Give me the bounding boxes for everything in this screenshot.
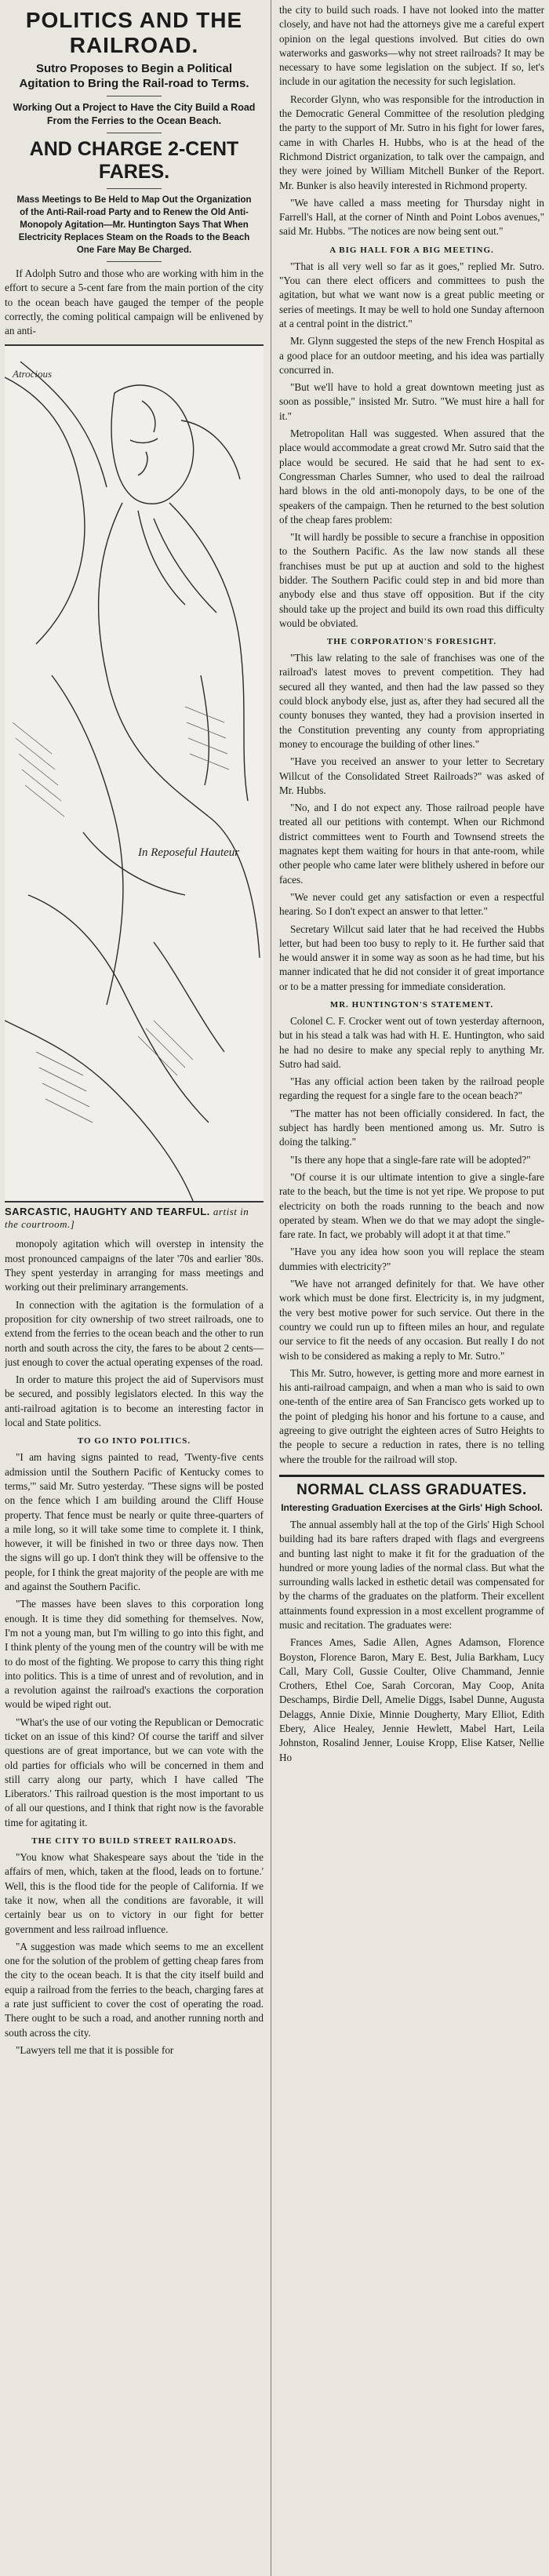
paragraph: "What's the use of our voting the Republican or Democratic ticket on an issue of this kind? Of course the tariff and silver questions are of great importance, but we can vote with the old parties for officials who will be concerned in them and still carry along our party, which I have called 'The Liberators.' This railroad question is the most important to us of all our questions, and I think that right now is the favorable time for agitating it. [5, 1716, 264, 1828]
divider [107, 188, 162, 189]
caption-credit: artist in the courtroom.] [5, 1206, 249, 1231]
paragraph: "You know what Shakespeare says about the 'tide in the affairs of men, which, taken at the flood, leads on to fortune.' Well, this is the flood tide for the people of California. If we take it now, when all the conditions are favorable, it will certainly bear us on to victory in our fight for better government and less railroad influence. [5, 1851, 264, 1935]
paragraph: "Is there any hope that a single-fare rate will be adopted?" [290, 1153, 531, 1166]
paragraph: monopoly agitation which will overstep in intensity the most pronounced campaigns of the later '70s and earlier '80s. They spent yesterday in arranging for mass meetings and working out their preliminary arrangements. [5, 1238, 264, 1293]
left-text-4 [5, 1850, 264, 2058]
right-text-2 [279, 260, 544, 631]
paragraph: "The matter has not been officially considered. In fact, the subject has hardly been mentioned among us. Mr. Sutro is doing the talking." [279, 1107, 544, 1148]
paragraph: In connection with the agitation is the formulation of a proposition for city ownership of two street railroads, one to extend from the ferries to the ocean beach and the other to run north and south across the city, the fares to be about 2 cents—just enough to cover the actual operating expenses of the road. [5, 1298, 264, 1368]
paragraph: Recorder Glynn, who was responsible for the introduction in the Democratic General Committee of the resolution pledging the party to the support of Mr. Sutro in his fight for lower fares, came in with Charles H. Hubbs, who is at the head of the Richmond District organization, to talk over the campaign, and they were joined by William Mitchell Bunker of the Report. Mr. Bunker is also heavily interested in Richmond property. [279, 93, 544, 191]
paragraph: Metropolitan Hall was suggested. When assured that the place would accommodate a great crowd Mr. Sutro said that the place would be secured. He said that he had sent to ex-Congressman Charles Sumner, who used to deal the railroad hard blows in the old anti-monopoly days, to be one of the speakers of the campaign. Then he returned to the best solution of the cheap fares problem: [279, 428, 544, 526]
paragraph: "A suggestion was made which seems to me an excellent one for the solution of the problem of getting cheap fares from the city to the ocean beach. It is that the city itself build and equip a railroad from the ferries to the beach, charging fares at a rate just sufficient to cover the cost of operating the road. There ought to be such a road, and another running north and south across the city. [5, 1940, 264, 2039]
article-headline: POLITICS AND THE RAILROAD. [25, 8, 243, 57]
left-text-3 [5, 1450, 264, 1830]
illustration-label-bottom: In Reposeful Hauteur [138, 846, 240, 860]
illustration-caption [5, 1206, 264, 1231]
subhead-hall: A BIG HALL FOR A BIG MEETING. [329, 245, 494, 255]
normal-deck: Interesting Graduation Exercises at the Girls' High School. [281, 1501, 543, 1513]
paragraph: "I am having signs painted to read, 'Twenty-five cents admission until the Southern Pacific of Kentucky comes to terms,'" said Mr. Sutro yesterday. "These signs will be posted on the fence which I am building around the Cliff House property. That fence must be nearly or quite three-quarters of a mile long, so it will take some time to complete it. I think, however, it will be finished in two or three days now. Then the signs will go up. I don't think they will be offensive to the people, for I think the great majority of the people are with me and against the Southern Pacific. [5, 1451, 264, 1593]
cartoon-illustration [5, 344, 264, 1202]
left-text-2 [5, 1237, 264, 1430]
paragraph: "Have you any idea how soon you will replace the steam dummies with electricity?" [279, 1246, 544, 1272]
paragraph: "We have called a mass meeting for Thursday night in Farrell's Hall, at the corner of Ninth and Point Lobos avenues," said Mr. Hubbs. "The notices are now being sent out." [279, 196, 544, 238]
paragraph: the city to build such roads. I have not looked into the matter closely, and have not had the attorneys give me a careful expert opinion on the legal questions involved. But cities do own waterworks and gasworks—why not street railroads? It may be necessary to have some legislation on the subject. If so, let's include in our agitation the necessity for such legislation. [279, 4, 544, 88]
subhead-city: THE CITY TO BUILD STREET RAILROADS. [31, 1836, 237, 1846]
caption-title: SARCASTIC, HAUGHTY AND TEARFUL. [5, 1206, 210, 1218]
paragraph: Mr. Glynn suggested the steps of the new French Hospital as a good place for an outdoor meeting, and his idea was partially concurred in. [279, 335, 544, 376]
paragraph: In order to mature this project the aid of Supervisors must be secured, and possibly legislators elected. In this way the anti-railroad agitation is to become an interesting factor in local and State politics. [5, 1374, 264, 1429]
deck-4: Mass Meetings to Be Held to Map Out the Organization of the Anti-Rail-road Party and to Renew the Old Anti-Monopoly Agitation—Mr. Huntington Says That When Electricity Replaces Steam on the Roads to the Beach One Fare May Be Charged. [16, 195, 252, 255]
normal-headline: NORMAL CLASS GRADUATES. [296, 1481, 527, 1498]
paragraph: "Of course it is our ultimate intention to give a single-fare rate to the beach, but the time is not yet ripe. We propose to put electricity on both the roads running to the beach and now operated by steam. When we do that we may adopt the single-fare rate. In fact, we probably will adopt it at that time." [279, 1170, 544, 1241]
paragraph: Secretary Willcut said later that he had received the Hubbs letter, but had been too busy to reply to it. He further said that he would answer it in some way as soon as he had time, but his manner indicated that he did not consider it of great importance or to be a matter pressing for immediate consideration. [279, 922, 544, 992]
subhead-politics: TO GO INTO POLITICS. [77, 1436, 191, 1446]
right-text-3 [279, 651, 544, 994]
paragraph: If Adolph Sutro and those who are working with him in the effort to secure a 5-cent fare from the main portion of the city to the ocean beach have gauged the temper of the people correctly, the coming political campaign will be enlivened by an anti- [5, 267, 264, 337]
paragraph: "But we'll have to hold a great downtown meeting just as soon as possible," insisted Mr. Sutro. "We must hire a hall for it." [279, 381, 544, 422]
paragraph: "Has any official action been taken by the railroad people regarding the request for a single fare to the ocean beach?" [279, 1075, 544, 1102]
paragraph: "It will hardly be possible to secure a franchise in opposition to the Southern Pacific. As the law now stands all these franchises must be put up at auction and sold to the highest bidder. The Southern Pacific could step in and bid more than anybody else and thus stave off opposition. But if the city should take up the project and build its own road this difficulty would be obviated. [279, 531, 544, 629]
subhead-huntington: MR. HUNTINGTON'S STATEMENT. [329, 1000, 494, 1010]
deck-1: Sutro Proposes to Begin a Political Agitation to Bring the Rail-road to Terms. [19, 62, 249, 90]
left-column [5, 3, 264, 2061]
normal-class-article [279, 1475, 544, 1765]
paragraph: "The masses have been slaves to this corporation long enough. It is time they did something for themselves. Now, I'm not a young man, but I'm willing to go into this fight, and I think plenty of the young men of the country will be with me to do most of the fighting. We propose to carry this thing right into politics. This is a time of unrest and of revolution, and in a revolution against the railroad's exactions the corporation would be wiped right out. [5, 1598, 264, 1711]
paragraph: "This law relating to the sale of franchises was one of the railroad's latest moves to prevent competition. They had secured all they wanted, and then had the law passed so they could block anybody else, just as, after they had secured all the county bonuses they wanted, they had a provision inserted in the Constitution preventing any county from appropriating money to encourage the building of other lines." [279, 652, 544, 750]
deck-3: AND CHARGE 2-CENT FARES. [29, 138, 239, 183]
paragraph: "We have not arranged definitely for that. We have other work which must be done first. Electricity is, in my judgment, the very best motive power for such service. Out there in the country we could run up to fifteen miles an hour, and regulate our service to fit the needs of any occasion. But really I do not wish to be considered as making a reply to Mr. Sutro." [279, 1278, 544, 1362]
paragraph: "No, and I do not expect any. Those railroad people have treated all our petitions with contempt. When our Richmond district committees went to Fourth and Townsend streets the magnates kept them waiting for hours in that ante-room, while other people who came later were blithely ushered in before our faces. [279, 802, 544, 886]
paragraph: "Have you received an answer to your letter to Secretary Willcut of the Consolidated Street Railroads?" was asked of Mr. Hubbs. [279, 755, 544, 796]
cartoon-drawing [5, 346, 264, 1201]
paragraph: Colonel C. F. Crocker went out of town yesterday afternoon, but in his stead a talk was had with H. E. Huntington, who said he had no desire to make any special reply to anything Mr. Sutro had said. [279, 1015, 544, 1070]
paragraph: Frances Ames, Sadie Allen, Agnes Adamson, Florence Boyston, Florence Baron, Mary E. Best, Julia Barkham, Lucy Call, Mary Coll, Gussie Coulter, Olive Chammand, Jennie Crothers, Ethel Coe, Sarah Corcoran, May Coop, Anita Deschamps, Birdie Dell, Amelie Diggs, Isabel Dunne, Augusta Delaggs, Annie Dixie, Minnie Dougherty, Mary Elliot, Edith Ebery, Alice Healey, Jennie Hewlett, Mabel Hart, Leila Johnston, Rosalind Jenner, Louise Kropp, Elise Katser, Nellie Ho [279, 1636, 544, 1763]
paragraph: "Lawyers tell me that it is possible for [16, 2043, 174, 2056]
paragraph: The annual assembly hall at the top of the Girls' High School building had its bare rafters draped with flags and evergreens and bunting last night to make it fit for the graduation of the hundred or more young ladies of the normal class. But what the surrounding walls lacked in esthetic detail was compensated for by the charms of the graduates on the platform. Their excellent attainments found expression in a most excellent programme of music and recitation. The graduates were: [279, 1518, 544, 1631]
deck-2: Working Out a Project to Have the City Build a Road From the Ferries to the Ocean Beach. [13, 102, 256, 126]
left-text-1 [5, 267, 264, 338]
right-column [279, 3, 544, 1768]
divider [107, 261, 162, 262]
right-text-4 [279, 1014, 544, 1467]
paragraph: This Mr. Sutro, however, is getting more and more earnest in his anti-railroad campaign, and when a man who is said to own one-tenth of the entire area of San Francisco gets worked up to the point of pledging his honor and his fortune to a cause, and agreeing to give outright the eighteen acres of Sutro Heights to the people to secure a reduction in rates, there is no telling where the trouble for the railroad will stop. [279, 1366, 544, 1465]
subhead-foresight: THE CORPORATION'S FORESIGHT. [326, 637, 497, 647]
paragraph: "We never could get any satisfaction or even a respectful hearing. So I don't expect an answer to that letter." [279, 890, 544, 918]
illustration-label-top: Atrocious [13, 368, 53, 380]
paragraph: "That is all very well so far as it goes," replied Mr. Sutro. "You can there elect officers and committees to push the agitation, but what we want now is a great public meeting or series of meetings. It may be well to hold one Sunday afternoon at a central point in the district." [279, 260, 544, 329]
right-text-1 [279, 3, 544, 239]
